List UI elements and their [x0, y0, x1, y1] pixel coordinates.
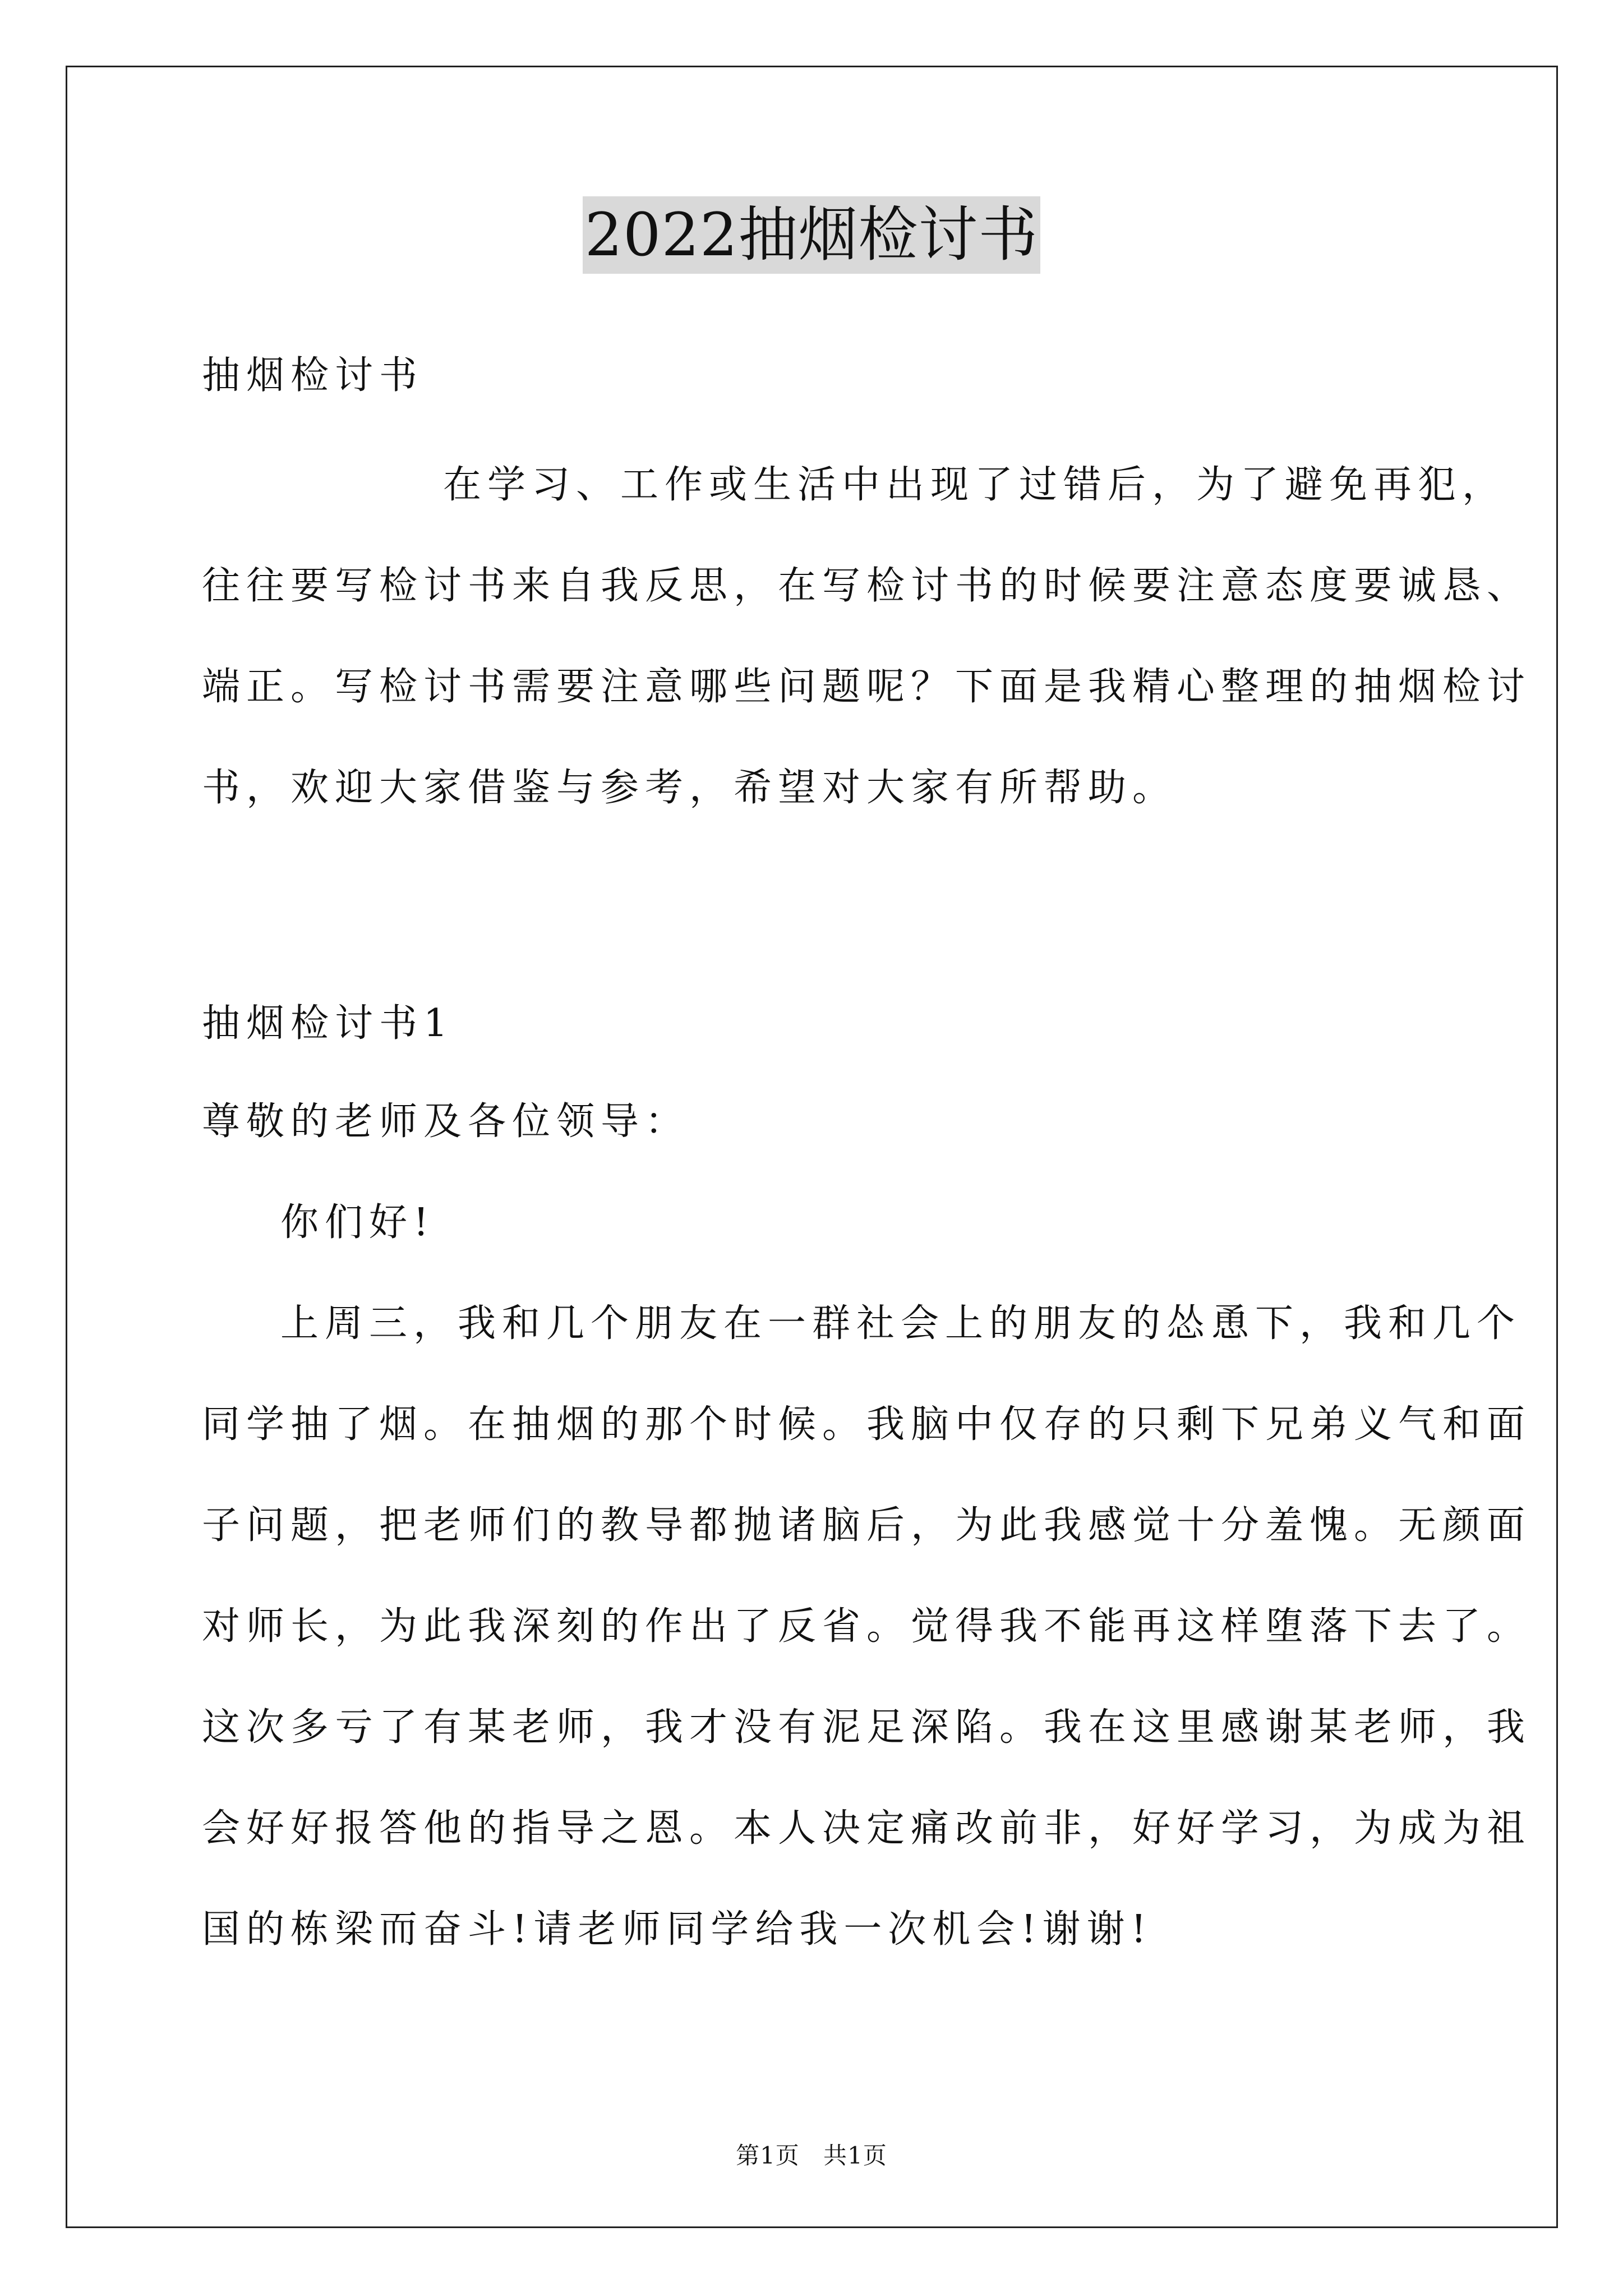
- section-heading: 抽烟检讨书1: [202, 1001, 454, 1046]
- page-count: 共1页: [823, 2142, 887, 2169]
- body-line: 同学抽了烟。在抽烟的那个时候。我脑中仅存的只剩下兄弟义气和面: [202, 1402, 1532, 1447]
- intro-line: 端正。写检讨书需要注意哪些问题呢？下面是我精心整理的抽烟检讨: [202, 665, 1532, 709]
- intro-line: 书，欢迎大家借鉴与参考，希望对大家有所帮助。: [202, 766, 1177, 810]
- body-line: 子问题，把老师们的教导都抛诸脑后，为此我感觉十分羞愧。无颜面: [202, 1503, 1532, 1548]
- intro-line: 在学习、工作或生活中出现了过错后，为了避免再犯，: [443, 463, 1507, 507]
- document-title: 2022抽烟检讨书: [583, 196, 1041, 274]
- salutation: 尊敬的老师及各位领导：: [202, 1099, 690, 1144]
- title-container: [0, 196, 1623, 274]
- body-line: 国的栋梁而奋斗!请老师同学给我一次机会!谢谢!: [202, 1907, 1152, 1952]
- body-line: 对师长，为此我深刻的作出了反省。觉得我不能再这样堕落下去了。: [202, 1604, 1532, 1649]
- intro-heading: 抽烟检讨书: [202, 353, 424, 398]
- body-line: 这次多亏了有某老师，我才没有泥足深陷。我在这里感谢某老师，我: [202, 1705, 1532, 1750]
- page-footer: [0, 2137, 1623, 2171]
- body-line: 会好好报答他的指导之恩。本人决定痛改前非，好好学习，为成为祖: [202, 1806, 1532, 1851]
- page-number: 第1页: [736, 2142, 800, 2169]
- greeting: 你们好!: [280, 1200, 435, 1245]
- body-line: 上周三，我和几个朋友在一群社会上的朋友的怂恿下，我和几个: [280, 1301, 1521, 1346]
- intro-line: 往往要写检讨书来自我反思，在写检讨书的时候要注意态度要诚恳、: [202, 564, 1532, 608]
